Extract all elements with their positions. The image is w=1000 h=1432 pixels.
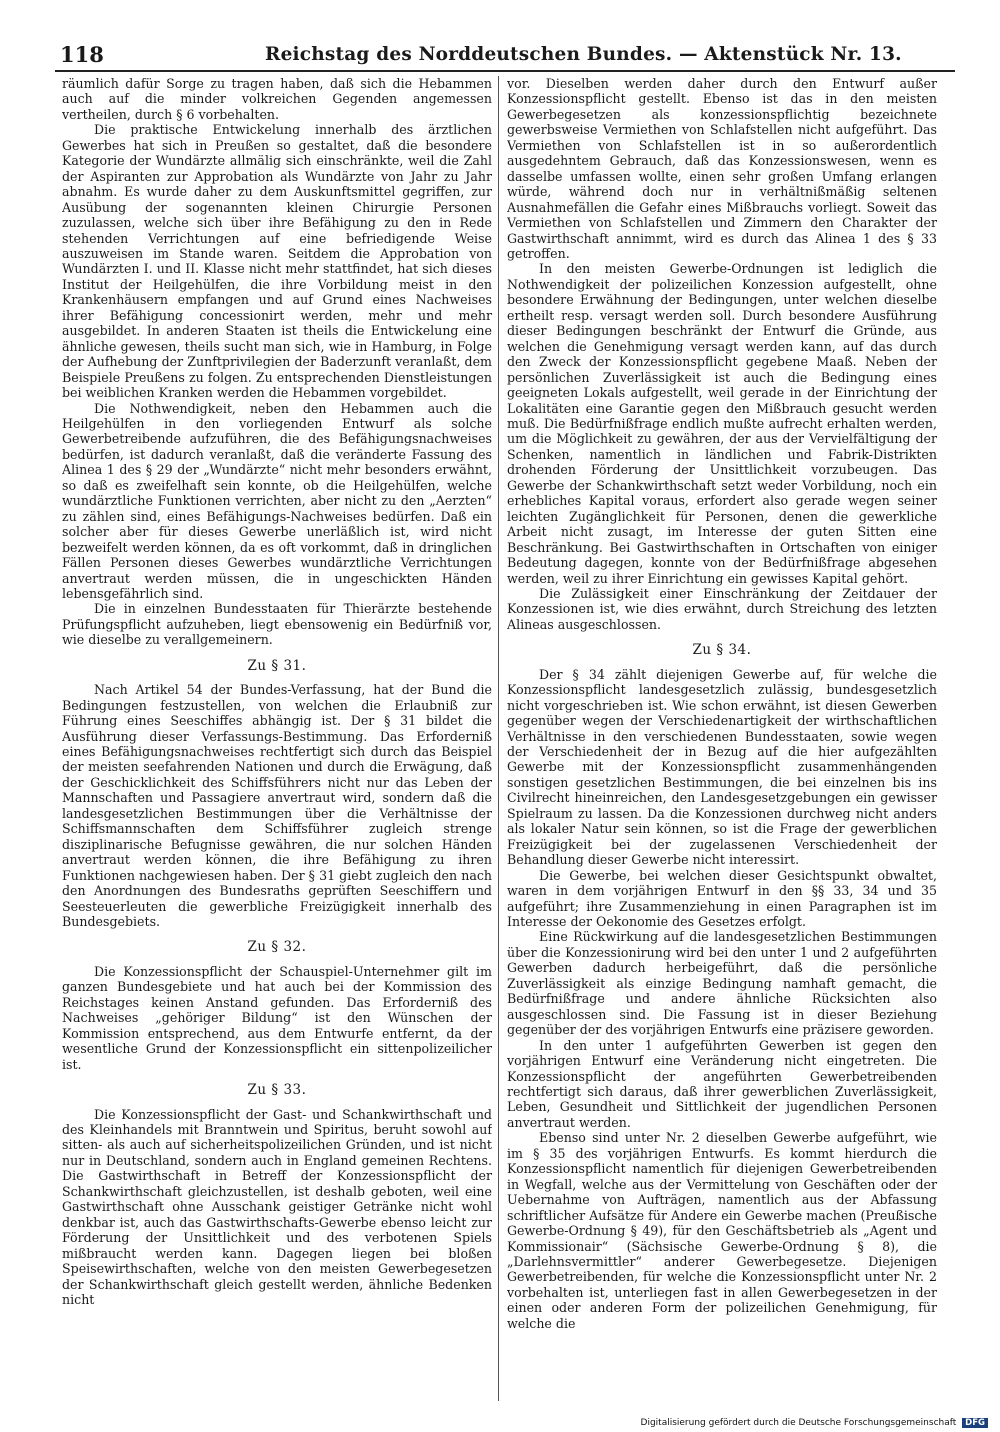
right-column [507, 76, 937, 1401]
paragraph: vor. Dieselben werden daher durch den Entwurf außer Konzessionspflicht gestellt. Ebenso ist das in den meisten Gewerbegesetzen als konzessionspflichtig bezeichnete gewerbsweise Vermiethen von Schlafstellen nicht aufgeführt. Das Vermiethen von Schlafstellen ist in so außerordentlich ausgedehntem Gebrauch, daß das Konzessionswesen, wenn es dasselbe umfassen wollte, einen sehr großen Umfang erlangen würde, während doch nur in verhältnißmäßig seltenen Ausnahmefällen die Gefahr eines Mißbrauchs vorliegt. Soweit das Vermiethen von Schlafstellen und Zimmern den Charakter der Gastwirthschaft annimmt, wird es durch das Alinea 1 des § 33 getroffen. [507, 76, 937, 261]
paragraph: Die Nothwendigkeit, neben den Hebammen auch die Heilgehülfen in den vorliegenden Entwurf als solche Gewerbetreibende aufzuführen, die des Befähigungsnachweises bedürfen, ist dadurch veranlaßt, daß die veränderte Fassung des Alinea 1 des § 29 der „Wundärzte“ nicht mehr besonders erwähnt, so daß es zweifelhaft sein konnte, ob die Heilgehülfen, welche wundärztliche Funktionen verrichten, aber nicht zu den „Aerzten“ zu zählen sind, eines Befähigungs-Nachweises bedürfen. Daß ein solcher aber für dieses Gewerbe unerläßlich ist, wird nicht bezweifelt werden können, da es oft vorkommt, daß in dringlichen Fällen Personen dieses Gewerbes wundärztliche Verrichtungen anvertraut werden müssen, die in ungeschickten Händen lebensgefährlich sind. [62, 400, 492, 601]
paragraph: Nach Artikel 54 der Bundes-Verfassung, hat der Bund die Bedingungen festzustellen, von welchen die Erlaubniß zur Führung eines Seeschiffes abhängig ist. Der § 31 bildet die Ausführung dieser Verfassungs-Bestimmung. Das Erforderniß eines Befähigungsnachweises rechtfertigt sich durch das Beispiel der meisten seefahrenden Nationen und durch die Erwägung, daß der Geschicklichkeit des Schiffsführers nicht nur das Leben der Mannschaften und Passagiere anvertraut wird, sondern daß die landesgesetzlichen Bestimmungen über die Verhältnisse der Schiffsmannschaften dem Schiffsführer zugleich strenge disziplinarische Befugnisse gewähren, die nur solchen Händen anvertraut werden können, die ihre Befähigung zu ihren Funktionen nachgewiesen haben. Der § 31 giebt zugleich den nach den Anordnungen des Bundesraths geprüften Seeschiffern und Seesteuerleuten die gewerbliche Freizügigkeit innerhalb des Bundesgebiets. [62, 682, 492, 930]
credit-text: Digitalisierung gefördert durch die Deutsche Forschungsgemeinschaft [640, 1418, 957, 1428]
paragraph: Eine Rückwirkung auf die landesgesetzlichen Bestimmungen über die Konzessionirung wird bei den unter 1 und 2 aufgeführten Gewerben dadurch herbeigeführt, daß die persönliche Zuverlässigkeit als einzige Bedingung namhaft gemacht, die Bedürfnißfrage und andere ähnliche Rücksichten also ausgeschlossen sind. Die Fassung ist in dieser Beziehung gegenüber der des vorjährigen Entwurfs eine präzisere geworden. [507, 929, 937, 1038]
left-column [62, 76, 492, 1401]
paragraph: Die Zulässigkeit einer Einschränkung der Zeitdauer der Konzessionen ist, wie dies erwähnt, durch Streichung des letzten Alineas ausgeschlossen. [507, 585, 937, 632]
digitization-credit [641, 1418, 988, 1428]
running-title: Reichstag des Norddeutschen Bundes. — Aktenstück Nr. 13. [265, 44, 902, 65]
section-heading-34: Zu § 34. [692, 642, 752, 659]
paragraph: Die praktische Entwickelung innerhalb des ärztlichen Gewerbes hat sich in Preußen so gestaltet, daß die besondere Kategorie der Wundärzte allmälig sich einschränkte, weil die Zahl der Aspiranten zur Approbation als Wundärzte von Jahr zu Jahr abnahm. Es wurde daher zu dem Auskunftsmittel gegriffen, zur Ausübung der sogenannten kleinen Chirurgie Personen zuzulassen, welche sich über ihre Befähigung zu den in Rede stehenden Verrichtungen auf eine befriedigende Weise auszuweisen im Stande waren. Seitdem die Approbation von Wundärzten I. und II. Klasse nicht mehr stattfindet, hat sich dieses Institut der Heilgehülfen, die ihre Vorbildung meist in den Krankenhäusern empfangen und auf Grund eines Nachweises ihrer Befähigung concessionirt werden, mehr und mehr ausgebildet. In anderen Staaten ist theils die Entwickelung eine ähnliche gewesen, theils sucht man sich, wie in Hamburg, in Folge der Aufhebung der Zunftprivilegien der Baderzunft veranlaßt, dem Beispiele Preußens zu folgen. Zu entsprechenden Dienstleistungen bei weiblichen Kranken werden die Hebammen vorgebildet. [62, 122, 492, 401]
column-divider [498, 76, 499, 1401]
paragraph: Die Konzessionspflicht der Gast- und Schankwirthschaft und des Kleinhandels mit Branntwein und Spiritus, beruht sowohl auf sitten- als auch auf sicherheitspolizeilichen Gründen, und ist nicht nur in Deutschland, sondern auch in England gemeinen Rechtens. Die Gastwirthschaft in Betreff der Konzessionspflicht der Schankwirthschaft gleichzustellen, ist deshalb geboten, weil eine Gastwirthschaft ohne Ausschank geistiger Getränke nicht wohl denkbar ist, auch das Gastwirthschafts-Gewerbe ebenso leicht zur Förderung der Unsittlichkeit und des verbotenen Spiels mißbraucht werden kann. Dagegen liegen bei bloßen Speisewirthschaften, welche von den meisten Gewerbegesetzen der Schankwirthschaft gleich gestellt werden, ähnliche Bedenken nicht [62, 1106, 492, 1307]
section-heading-31: Zu § 31. [247, 657, 307, 674]
paragraph: In den unter 1 aufgeführten Gewerben ist gegen den vorjährigen Entwurf eine Veränderung nicht eingetreten. Die Konzessionspflicht der angeführten Gewerbetreibenden rechtfertigt sich daraus, daß ihrer gewerblichen Zuverlässigkeit, Leben, Gesundheit und Sittlichkeit der jugendlichen Personen anvertraut werden. [507, 1037, 937, 1130]
section-heading-33: Zu § 33. [247, 1082, 307, 1099]
paragraph: In den meisten Gewerbe-Ordnungen ist lediglich die Nothwendigkeit der polizeilichen Konzession aufgestellt, ohne besondere Erwähnung der Bedingungen, unter welchen dieselbe ertheilt resp. versagt werden soll. Durch besondere Ausführung dieser Bedingungen beschränkt der Entwurf die Gründe, aus welchen die Genehmigung versagt werden kann, auf das durch den Zweck der Konzessionspflicht gegebene Maaß. Neben der persönlichen Zuverlässigkeit ist auch die Bedingung eines geeigneten Lokals aufgestellt, weil gerade in der Einrichtung der Lokalitäten eine Garantie gegen den Mißbrauch gesucht werden muß. Die Bedürfnißfrage endlich mußte aufrecht erhalten werden, um die Möglichkeit zu gewähren, der aus der Vervielfältigung der Schenken, namentlich in ländlichen und Fabrik-Distrikten drohenden Förderung der Unsittlichkeit vorzubeugen. Das Gewerbe der Schankwirthschaft setzt weder Vorbildung, noch ein erhebliches Kapital voraus, erfordert also gerade wegen seiner leichten Zugänglichkeit für Personen, denen die gewerkliche Arbeit nicht zusagt, im Interesse der guten Sitten eine Beschränkung. Bei Gastwirthschaften in Ortschaften von einiger Bedeutung dagegen, konnte von der Bedürfnißfrage abgesehen werden, weil zu ihrer Einrichtung ein gewisses Kapital gehört. [507, 261, 937, 586]
paragraph: Ebenso sind unter Nr. 2 dieselben Gewerbe aufgeführt, wie im § 35 des vorjährigen Entwurfs. Es kommt hierdurch die Konzessionspflicht namentlich für diejenigen Gewerbetreibenden in Wegfall, welche aus der Vermittelung von Geschäften oder der Uebernahme von Aufträgen, namentlich aus der Abfassung schriftlicher Aufsätze für Andere ein Gewerbe machen (Preußische Gewerbe-Ordnung § 49), für den Geschäftsbetrieb als „Agent und Kommissionair“ (Sächsische Gewerbe-Ordnung § 8), die „Darlehnsvermittler“ anderer Gewerbegesetze. Diejenigen Gewerbetreibenden, für welche die Konzessionspflicht unter Nr. 2 vorbehalten ist, unterliegen fast in allen Gewerbegesetzen in der einen oder anderen Form der polizeilichen Genehmigung, für welche die [507, 1130, 937, 1331]
paragraph: räumlich dafür Sorge zu tragen haben, daß sich die Hebammen auch auf die minder volkreichen Gegenden angemessen vertheilen, durch § 6 vorbehalten. [62, 76, 492, 122]
paragraph: Die Konzessionspflicht der Schauspiel-Unternehmer gilt im ganzen Bundesgebiete und hat auch bei der Kommission des Reichstages keinen Anstand gefunden. Das Erforderniß des Nachweises „gehöriger Bildung“ ist den Wünschen der Kommission entsprechend, aus dem Entwurfe entfernt, da der wesentliche Grund der Konzessionspflicht ein sittenpolizeilicher ist. [62, 963, 492, 1072]
section-heading-32: Zu § 32. [247, 939, 307, 956]
dfg-logo: DFG [962, 1418, 988, 1428]
page-number: 118 [60, 42, 104, 67]
page-header [55, 42, 955, 72]
paragraph: Die in einzelnen Bundesstaaten für Thierärzte bestehende Prüfungspflicht aufzuheben, liegt ebensowenig ein Bedürfniß vor, wie dieselbe zu verallgemeinern. [62, 601, 492, 648]
paragraph: Der § 34 zählt diejenigen Gewerbe auf, für welche die Konzessionspflicht landesgesetzlich zulässig, bundesgesetzlich nicht vorgeschrieben ist. Wie schon erwähnt, ist diesen Gewerben gegenüber wegen der Verschiedenartigkeit der wirthschaftlichen Verhältnisse in den verschiedenen Bundesstaaten, sowie wegen der Verschiedenheit der in Bezug auf die hier aufgezählten Gewerbe mit der Konzessionspflicht zusammenhängenden sonstigen gesetzlichen Bestimmungen, die bei einzelnen bis ins Civilrecht hineinreichen, den Landesgesetzgebungen ein gewisser Spielraum zu lassen. Da die Konzessionen durchweg nicht anders als lokaler Natur sein können, so ist die Frage der gewerblichen Freizügigkeit bei der zugelassenen Verschiedenheit der Behandlung dieser Gewerbe nicht interessirt. [507, 666, 937, 868]
paragraph: Die Gewerbe, bei welchen dieser Gesichtspunkt obwaltet, waren in dem vorjährigen Entwurf in den §§ 33, 34 und 35 aufgeführt; ihre Zusammenziehung in einen Paragraphen ist im Interesse der Oekonomie des Gesetzes erfolgt. [507, 867, 937, 930]
